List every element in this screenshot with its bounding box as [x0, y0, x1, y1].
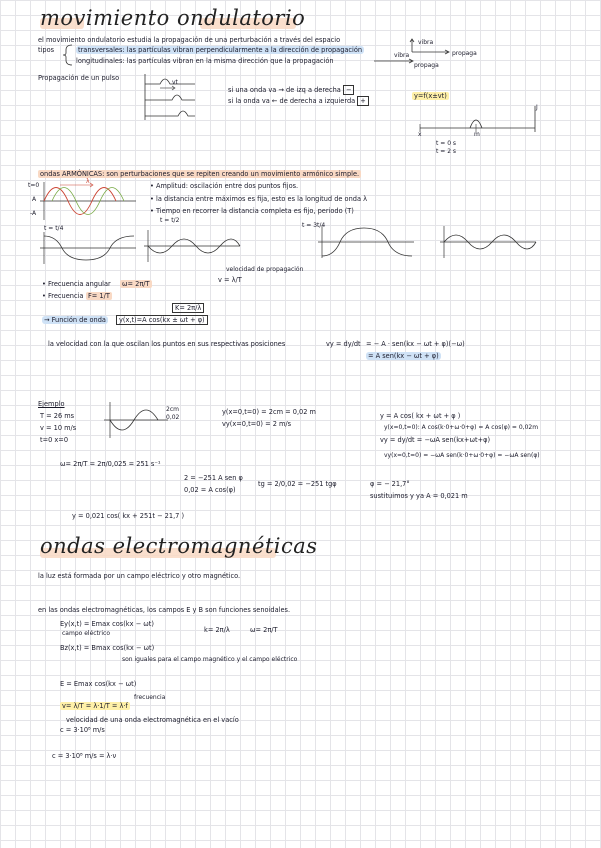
armonicas-text: ondas ARMÓNICAS: son perturbaciones que se repiten creando un movimiento armónico simple. — [40, 170, 360, 178]
final-eq: y = 0,021 cos( kx + 251t − 21,7 ) — [72, 512, 185, 520]
section-title-ondulatorio: movimiento ondulatorio — [40, 6, 306, 30]
harmonic-wave-t — [440, 222, 540, 262]
harmonic-wave-3t4 — [318, 222, 418, 262]
left-rule: si la onda va ← de derecha a izquierda + — [228, 97, 369, 105]
harmonic-wave-t4 — [40, 230, 140, 266]
brace-icon — [62, 44, 74, 66]
eq-b: y(x=0,t=0): A cos(k·0+ω·0+φ) = A cos(φ) = 0,02m — [384, 424, 539, 431]
subst-text: sustituimos y ya A = 0,021 m — [370, 492, 468, 500]
plus-sign: + — [357, 96, 369, 106]
v-eq-em: v= λ/T = λ·1/T = λ·f — [62, 702, 128, 710]
ey-eq: Ey(x,t) = Emax cos(kx − ωt) — [60, 620, 154, 628]
frec-ang-eq: ω= 2π/T — [122, 280, 150, 288]
right-rule: si una onda va → de izq a derecha − — [228, 86, 354, 94]
iguales-text: son iguales para el campo magnético y el campo eléctrico — [122, 656, 298, 663]
wave-label-2cm: 2cm — [166, 406, 179, 413]
j-label: J — [536, 104, 538, 111]
campo-elec-label: campo eléctrico — [62, 630, 111, 637]
vy-res2: = A sen(kx − ωt + φ) — [368, 352, 439, 360]
intro-text: el movimiento ondulatorio estudia la propagación de una perturbación a través del espacio — [38, 36, 341, 44]
pulse-vt-label: vt — [172, 79, 178, 86]
wave-formula: y=f(x±vt) — [414, 92, 447, 100]
k-eq-em: k= 2π/λ — [204, 626, 230, 634]
vibra2-label: vibra — [394, 52, 410, 59]
m-label: m — [474, 131, 480, 138]
ej-t0: t=0 x=0 — [40, 436, 69, 444]
velocidad-text: la velocidad con la que oscilan los puntos en sus respectivas posiciones — [48, 340, 286, 348]
section-title-electromagneticas: ondas electromagnéticas — [40, 534, 318, 558]
pulse-axis-diagram — [410, 102, 550, 152]
bz-eq: Bz(x,t) = Bmax cos(kx − ωt) — [60, 644, 155, 652]
distancia-text: • la distancia entre máximos es fija, esto es la longitud de onda λ — [150, 195, 367, 203]
eq-d: vy(x=0,t=0) = −ωA sen(k·0+ω·0+φ) = −ωA sen(φ) — [384, 452, 540, 459]
ej-v: v = 10 m/s — [40, 424, 77, 432]
t1-label: t = 0 s — [436, 140, 457, 147]
t0-label: t=0 — [28, 182, 40, 189]
pulso-label: Propagación de un pulso — [38, 74, 120, 82]
a-axis-label: A — [32, 196, 37, 203]
eq-a: y = A cos( kx + ωt + φ ) — [380, 412, 461, 420]
eq-c: vy = dy/dt = −ωA sen(kx+ωt+φ) — [380, 436, 491, 444]
fase-label: → Función de onda — [44, 316, 106, 324]
tipos-label: tipos — [38, 46, 55, 54]
x-label: x — [418, 131, 422, 138]
minus-sign: − — [343, 85, 355, 95]
longitudinal-text: longitudinales: las partículas vibran en la misma dirección que la propagación — [76, 57, 334, 65]
wave-label-002: 0,02 — [166, 414, 180, 421]
ej-vy0: vy(x=0,t=0) = 2 m/s — [222, 420, 292, 428]
lambda-label: λ — [86, 178, 90, 185]
ej-y0: y(x=0,t=0) = 2cm = 0,02 m — [222, 408, 316, 416]
vel-prop-label: velocidad de propagación — [226, 266, 304, 273]
t-t4-label: t = t/4 — [44, 225, 64, 232]
minus-a-axis-label: -A — [30, 210, 37, 217]
frec-label: • Frecuencia — [42, 292, 84, 300]
pulse-diagram — [140, 72, 200, 122]
frec-ang-label: • Frecuencia angular — [42, 280, 111, 288]
e-eq: E = Emax cos(kx − ωt) — [60, 680, 137, 688]
harmonic-wave-t2 — [144, 226, 244, 266]
propaga2-label: propaga — [414, 62, 439, 69]
vibra-label: vibra — [418, 39, 434, 46]
fase-eq: y(x,t)=A cos(kx ± ωt + φ) — [116, 316, 208, 324]
vy-res1: = − A · sen(kx − ωt + φ)(−ω) — [366, 340, 465, 348]
t-3t4-label: t = 3t/4 — [302, 222, 326, 229]
amplitud-text: • Amplitud: oscilación entre dos puntos fijos. — [150, 182, 299, 190]
c-eq2: c = 3·10⁸ m/s = λ·ν — [52, 752, 117, 760]
t-t2-label: t = t/2 — [160, 217, 180, 224]
frec-eq: F= 1/T — [88, 292, 110, 300]
propaga-label: propaga — [452, 50, 477, 57]
luz-text: la luz está formada por un campo eléctrico y otro magnético. — [38, 572, 241, 580]
transversal-text: transversales: las partículas vibran perpendicularmente a la dirección de propagación — [78, 46, 363, 54]
k-eq: K= 2π/λ — [172, 304, 204, 312]
t2-label: t = 2 s — [436, 148, 457, 155]
harmonic-wave-t0 — [40, 176, 140, 226]
omega-eq: ω= 2π/T = 2π/0,025 = 251 s⁻¹ — [60, 460, 161, 468]
sys2: 0,02 = A cos(φ) — [184, 486, 236, 494]
tan-eq: tg = 2/0,02 = −251 tgφ — [258, 480, 337, 488]
sys1: 2 = −251 A sen φ — [184, 474, 243, 482]
v-eq: v = λ/T — [218, 276, 242, 284]
phi-eq: φ = − 21,7° — [370, 480, 410, 488]
velocidad-onda-text: velocidad de una onda electromagnética en el vacío — [66, 716, 239, 724]
w-eq-em: ω= 2π/T — [250, 626, 278, 634]
frecuencia-label: frecuencia — [134, 694, 166, 701]
c-eq: c = 3·10⁸ m/s — [60, 726, 105, 734]
example-wave — [104, 400, 174, 440]
ejemplo-label: Ejemplo — [38, 400, 65, 408]
vy-eq: vy = dy/dt — [326, 340, 361, 348]
tiempo-text: • Tiempo en recorrer la distancia completa es fijo, periodo (T) — [150, 207, 354, 215]
en-las-text: en las ondas electromagnéticas, los campos E y B son funciones senoidales. — [38, 606, 291, 614]
ej-T: T = 26 ms — [40, 412, 75, 420]
